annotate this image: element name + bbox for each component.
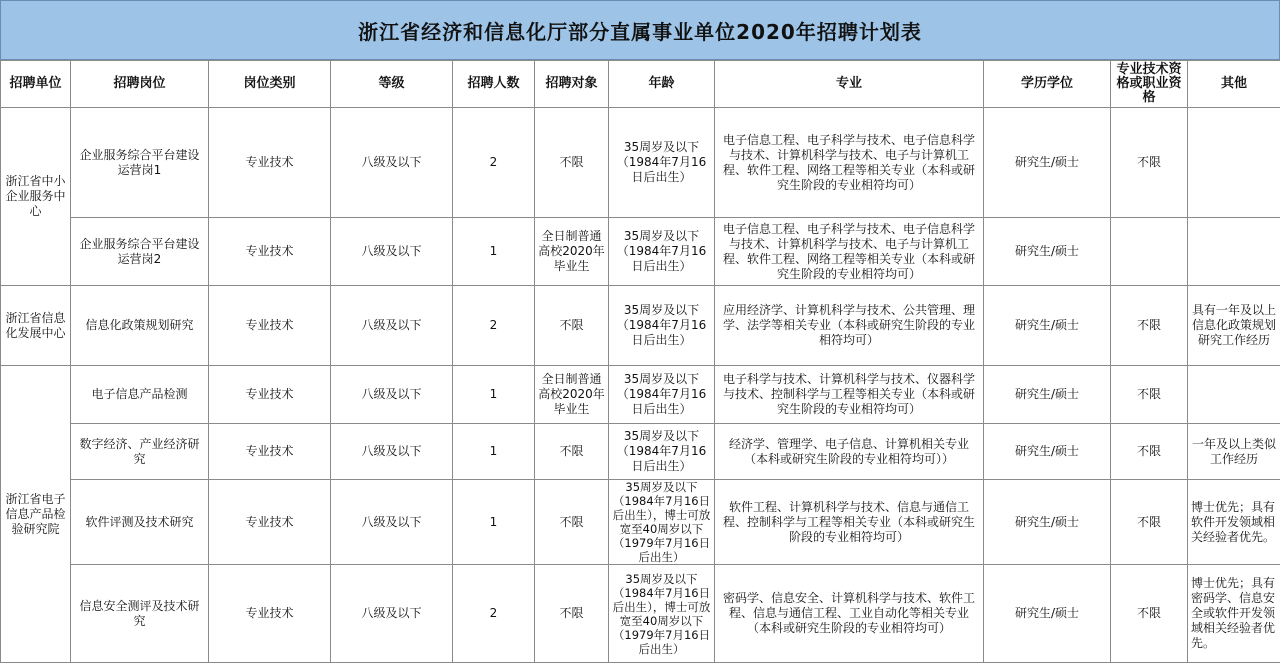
major-cell: 应用经济学、计算机科学与技术、公共管理、理学、法学等相关专业（本科或研究生阶段的专业相符均可） xyxy=(715,286,984,366)
target-cell: 不限 xyxy=(535,565,609,663)
header-category: 岗位类别 xyxy=(209,61,331,108)
count-cell: 1 xyxy=(453,480,535,565)
table-row xyxy=(1,480,1280,565)
count-cell: 1 xyxy=(453,218,535,286)
header-row xyxy=(1,61,1280,108)
age-cell: 35周岁及以下（1984年7月16日后出生），博士可放宽至40周岁以下（1979年7月16日后出生） xyxy=(609,480,715,565)
degree-cell: 研究生/硕士 xyxy=(984,108,1111,218)
category-cell: 专业技术 xyxy=(209,218,331,286)
category-cell: 专业技术 xyxy=(209,286,331,366)
age-cell: 35周岁及以下（1984年7月16日后出生） xyxy=(609,366,715,424)
category-cell: 专业技术 xyxy=(209,480,331,565)
qualification-cell: 不限 xyxy=(1111,480,1188,565)
other-cell xyxy=(1188,218,1280,286)
qualification-cell: 不限 xyxy=(1111,366,1188,424)
header-grade: 等级 xyxy=(331,61,453,108)
table-row xyxy=(1,108,1280,218)
age-cell: 35周岁及以下（1984年7月16日后出生） xyxy=(609,424,715,480)
header-count: 招聘人数 xyxy=(453,61,535,108)
age-cell: 35周岁及以下（1984年7月16日后出生） xyxy=(609,108,715,218)
header-other: 其他 xyxy=(1188,61,1280,108)
table-title: 浙江省经济和信息化厅部分直属事业单位2020年招聘计划表 xyxy=(0,0,1280,60)
header-age: 年龄 xyxy=(609,61,715,108)
header-post: 招聘岗位 xyxy=(71,61,209,108)
age-cell: 35周岁及以下（1984年7月16日后出生），博士可放宽至40周岁以下（1979年7月16日后出生） xyxy=(609,565,715,663)
target-cell: 不限 xyxy=(535,480,609,565)
header-target: 招聘对象 xyxy=(535,61,609,108)
major-cell: 电子信息工程、电子科学与技术、电子信息科学与技术、计算机科学与技术、电子与计算机工程、软件工程、网络工程等相关专业（本科或研究生阶段的专业相符均可） xyxy=(715,218,984,286)
other-cell: 具有一年及以上信息化政策规划研究工作经历 xyxy=(1188,286,1280,366)
table-row xyxy=(1,218,1280,286)
other-cell: 一年及以上类似工作经历 xyxy=(1188,424,1280,480)
degree-cell: 研究生/硕士 xyxy=(984,480,1111,565)
table-row xyxy=(1,286,1280,366)
count-cell: 1 xyxy=(453,366,535,424)
category-cell: 专业技术 xyxy=(209,366,331,424)
age-cell: 35周岁及以下（1984年7月16日后出生） xyxy=(609,218,715,286)
major-cell: 软件工程、计算机科学与技术、信息与通信工程、控制科学与工程等相关专业（本科或研究生阶段的专业相符均可） xyxy=(715,480,984,565)
age-cell: 35周岁及以下（1984年7月16日后出生） xyxy=(609,286,715,366)
unit-cell: 浙江省电子信息产品检验研究院 xyxy=(1,366,71,663)
grade-cell: 八级及以下 xyxy=(331,480,453,565)
target-cell: 全日制普通高校2020年毕业生 xyxy=(535,366,609,424)
other-cell xyxy=(1188,366,1280,424)
qualification-cell: 不限 xyxy=(1111,565,1188,663)
other-cell: 博士优先；具有软件开发领域相关经验者优先。 xyxy=(1188,480,1280,565)
target-cell: 不限 xyxy=(535,286,609,366)
degree-cell: 研究生/硕士 xyxy=(984,286,1111,366)
post-cell: 信息安全测评及技术研究 xyxy=(71,565,209,663)
header-qualification: 专业技术资格或职业资格 xyxy=(1111,61,1188,108)
table-row xyxy=(1,366,1280,424)
other-cell: 博士优先；具有密码学、信息安全或软件开发领域相关经验者优先。 xyxy=(1188,565,1280,663)
category-cell: 专业技术 xyxy=(209,108,331,218)
post-cell: 数字经济、产业经济研究 xyxy=(71,424,209,480)
post-cell: 电子信息产品检测 xyxy=(71,366,209,424)
degree-cell: 研究生/硕士 xyxy=(984,366,1111,424)
post-cell: 企业服务综合平台建设运营岗1 xyxy=(71,108,209,218)
recruitment-table xyxy=(0,60,1280,663)
degree-cell: 研究生/硕士 xyxy=(984,424,1111,480)
qualification-cell: 不限 xyxy=(1111,108,1188,218)
degree-cell: 研究生/硕士 xyxy=(984,218,1111,286)
qualification-cell: 不限 xyxy=(1111,424,1188,480)
post-cell: 信息化政策规划研究 xyxy=(71,286,209,366)
target-cell: 不限 xyxy=(535,108,609,218)
post-cell: 软件评测及技术研究 xyxy=(71,480,209,565)
header-major: 专业 xyxy=(715,61,984,108)
table-row xyxy=(1,565,1280,663)
count-cell: 2 xyxy=(453,286,535,366)
count-cell: 2 xyxy=(453,108,535,218)
post-cell: 企业服务综合平台建设运营岗2 xyxy=(71,218,209,286)
grade-cell: 八级及以下 xyxy=(331,565,453,663)
unit-cell: 浙江省信息化发展中心 xyxy=(1,286,71,366)
major-cell: 电子信息工程、电子科学与技术、电子信息科学与技术、计算机科学与技术、电子与计算机工程、软件工程、网络工程等相关专业（本科或研究生阶段的专业相符均可） xyxy=(715,108,984,218)
target-cell: 全日制普通高校2020年毕业生 xyxy=(535,218,609,286)
unit-cell: 浙江省中小企业服务中心 xyxy=(1,108,71,286)
major-cell: 密码学、信息安全、计算机科学与技术、软件工程、信息与通信工程、工业自动化等相关专业（本科或研究生阶段的专业相符均可） xyxy=(715,565,984,663)
grade-cell: 八级及以下 xyxy=(331,366,453,424)
target-cell: 不限 xyxy=(535,424,609,480)
qualification-cell xyxy=(1111,218,1188,286)
table-row xyxy=(1,424,1280,480)
degree-cell: 研究生/硕士 xyxy=(984,565,1111,663)
grade-cell: 八级及以下 xyxy=(331,218,453,286)
count-cell: 2 xyxy=(453,565,535,663)
grade-cell: 八级及以下 xyxy=(331,424,453,480)
count-cell: 1 xyxy=(453,424,535,480)
header-degree: 学历学位 xyxy=(984,61,1111,108)
header-unit: 招聘单位 xyxy=(1,61,71,108)
major-cell: 经济学、管理学、电子信息、计算机相关专业（本科或研究生阶段的专业相符均可）） xyxy=(715,424,984,480)
qualification-cell: 不限 xyxy=(1111,286,1188,366)
category-cell: 专业技术 xyxy=(209,424,331,480)
grade-cell: 八级及以下 xyxy=(331,286,453,366)
major-cell: 电子科学与技术、计算机科学与技术、仪器科学与技术、控制科学与工程等相关专业（本科或研究生阶段的专业相符均可） xyxy=(715,366,984,424)
category-cell: 专业技术 xyxy=(209,565,331,663)
other-cell xyxy=(1188,108,1280,218)
grade-cell: 八级及以下 xyxy=(331,108,453,218)
